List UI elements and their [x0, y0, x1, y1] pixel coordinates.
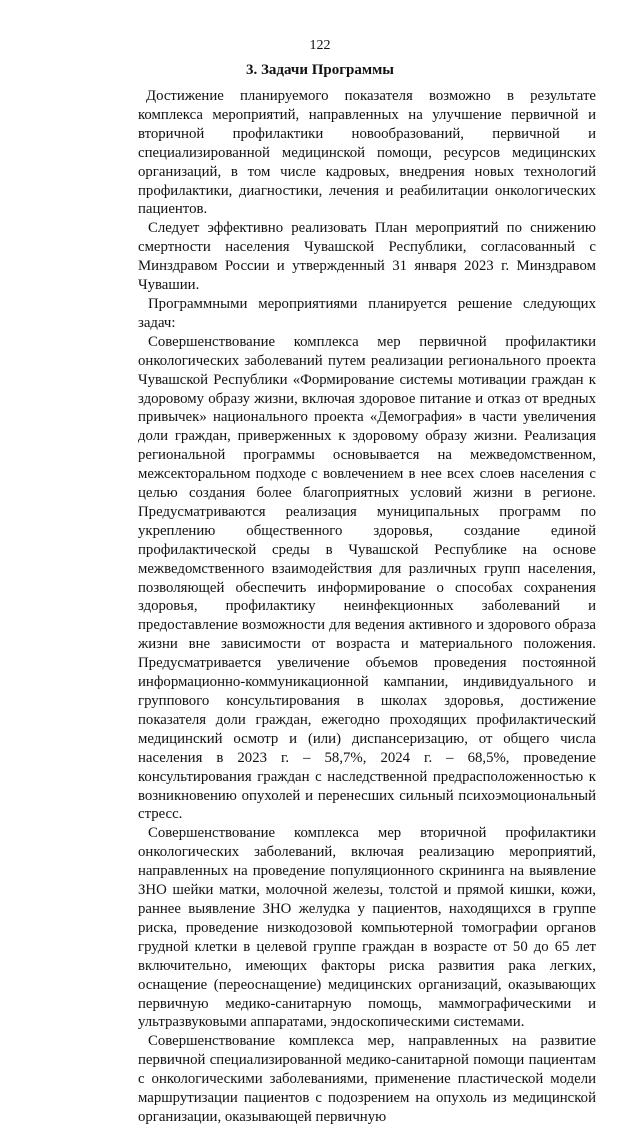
body-text	[138, 87, 596, 1127]
section-title: 3. Задачи Программы	[245, 62, 395, 78]
page-number: 122	[309, 38, 331, 53]
paragraph: Совершенствование комплекса мер вторичной профилактики онкологических заболеваний, включая реализацию мероприятий, направленных на проведение популяционного скрининга на выявление ЗНО шейки матки, молочной железы, толстой и прямой кишки, кожи, раннее выявление ЗНО желудка у пациентов, находящихся в группе риска, проведение низкодозовой компьютерной томографии органов грудной клетки в целевой группе граждан в возрасте от 50 до 65 лет включительно, имеющих факторы риска развития рака легких, оснащение (переоснащение) медицинских организаций, оказывающих первичную медико-санитарную помощь, маммографическими и ультразвуковыми аппаратами, эндоскопическими системами.	[138, 825, 596, 1031]
paragraph: Совершенствование комплекса мер, направленных на развитие первичной специализированной медико-санитарной помощи пациентам с онкологическими заболеваниями, применение пластической модели маршрутизации пациентов с подозрением на опухоль из медицинской организации, оказывающей первичную	[138, 1033, 596, 1125]
paragraph: Следует эффективно реализовать План мероприятий по снижению смертности населения Чувашской Республики, согласованный с Минздравом России и утвержденный 31 января 2023 г. Минздравом Чувашии.	[138, 220, 596, 294]
paragraph: Достижение планируемого показателя возможно в результате комплекса мероприятий, направленных на улучшение первичной и вторичной профилактики новообразований, первичной и специализированной медицинской помощи, ресурсов медицинских организаций, в том числе кадровых, внедрения новых технологий профилактики, диагностики, лечения и реабилитации онкологических пациентов.	[138, 88, 596, 218]
paragraph: Совершенствование комплекса мер первичной профилактики онкологических заболеваний путем реализации регионального проекта Чувашской Республики «Формирование системы мотивации граждан к здоровому образу жизни, включая здоровое питание и отказ от вредных привычек» национального проекта «Демография» в части увеличения доли граждан, приверженных к здоровому образу жизни. Реализация региональной программы основывается на межведомственном, межсекторальном подходе с вовлечением в нее всех слоев населения с целью создания более благоприятных условий жизни в регионе. Предусматриваются реализация муниципальных программ по укреплению общественного здоровья, создание единой профилактической среды в Чувашской Республике на основе межведомственного взаимодействия для различных групп населения, позволяющей обеспечить информирование о способах сохранения здоровья, профилактику неинфекционных заболеваний и предоставление возможности для ведения активного и здорового образа жизни вне зависимости от возраста и материального положения. Предусматривается увеличение объемов проведения постоянной информационно-коммуникационной кампании, индивидуального и группового консультирования в школах здоровья, достижение показателя доли граждан, ежегодно проходящих профилактический медицинский осмотр и (или) диспансеризацию, от общего числа населения в 2023 г. – 58,7%, 2024 г. – 68,5%, проведение консультирования граждан с наследственной предрасположенностью к возникновению опухолей и перенесших сильный психоэмоциональный стресс.	[138, 333, 596, 823]
paragraph: Программными мероприятиями планируется решение следующих задач:	[138, 295, 596, 331]
